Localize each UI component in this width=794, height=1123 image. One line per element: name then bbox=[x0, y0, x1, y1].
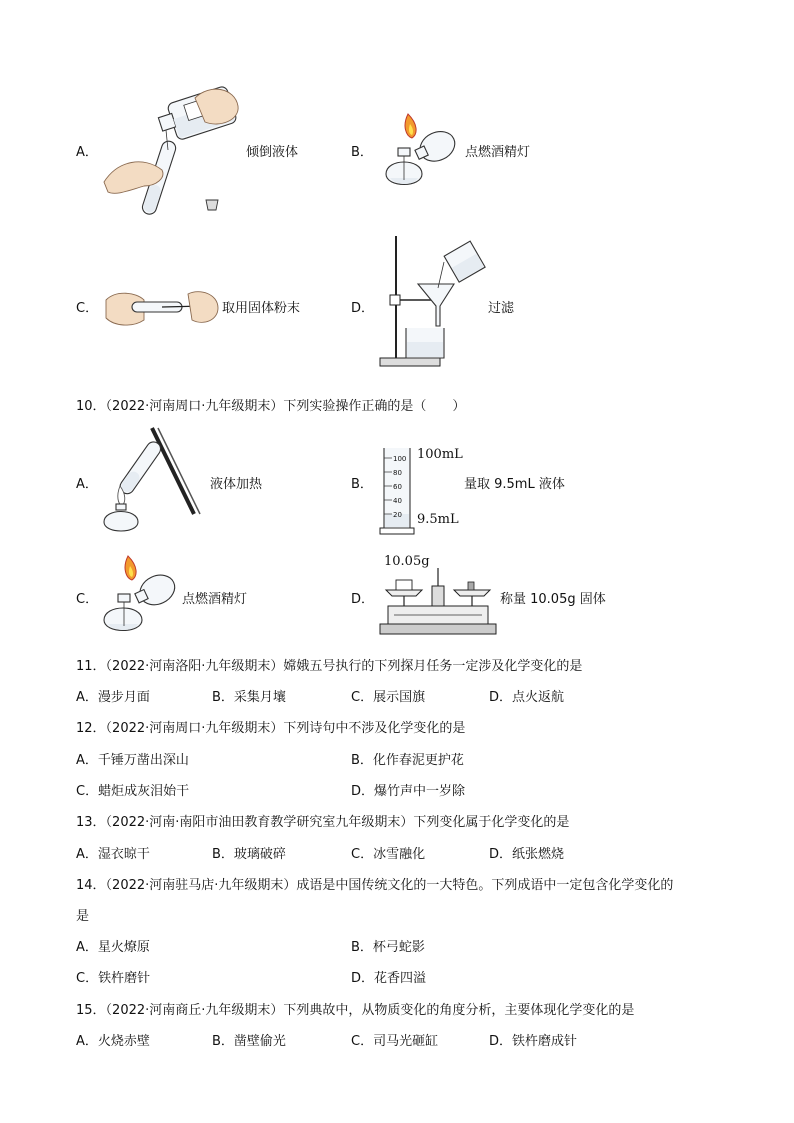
option-letter-b: B． bbox=[351, 145, 373, 160]
tick-label: 60 bbox=[393, 483, 402, 491]
option-d: D．爆竹声中一岁除 bbox=[351, 784, 466, 799]
option-d: D．纸张燃烧 bbox=[489, 847, 565, 862]
option-c: C．蜡炬成灰泪始干 bbox=[76, 784, 190, 799]
option-b: B．杯弓蛇影 bbox=[351, 940, 425, 955]
option-letter-a: A． bbox=[76, 145, 98, 160]
balance-mass-label: 10.05g bbox=[384, 554, 430, 569]
option-label-d: 称量 10.05g 固体 bbox=[500, 592, 606, 607]
question-13-stem: 13．（2022·河南·南阳市油田教育教学研究室九年级期末）下列变化属于化学变化的是 bbox=[76, 815, 570, 830]
option-d: D．花香四溢 bbox=[351, 971, 427, 986]
question-15-stem: 15．（2022·河南商丘·九年级期末）下列典故中，从物质变化的角度分析，主要体现化学变化的是 bbox=[76, 1003, 635, 1018]
option-label-c: 取用固体粉末 bbox=[222, 301, 301, 316]
question-14-stem: 14．（2022·河南驻马店·九年级期末）成语是中国传统文化的一大特色。下列成语中一定包含化学变化的 bbox=[76, 878, 674, 893]
tick-label: 20 bbox=[393, 511, 402, 519]
option-d: D．铁杵磨成针 bbox=[489, 1034, 578, 1049]
question-12-stem: 12．（2022·河南周口·九年级期末）下列诗句中不涉及化学变化的是 bbox=[76, 721, 466, 736]
option-c: C．司马光砸缸 bbox=[351, 1034, 439, 1049]
filtration-illustration bbox=[378, 232, 484, 368]
option-b: B．凿壁偷光 bbox=[212, 1034, 286, 1049]
cylinder-reading-label: 9.5mL bbox=[417, 512, 459, 527]
question-11-stem: 11．（2022·河南洛阳·九年级期末）嫦娥五号执行的下列探月任务一定涉及化学变化的是 bbox=[76, 659, 583, 674]
question-14-stem-continued: 是 bbox=[76, 909, 90, 924]
option-label-a: 倾倒液体 bbox=[246, 145, 299, 160]
question-10-stem: 10．（2022·河南周口·九年级期末）下列实验操作正确的是（ ） bbox=[76, 399, 466, 414]
option-label-b: 点燃酒精灯 bbox=[465, 145, 531, 160]
option-letter-d: D． bbox=[351, 592, 375, 607]
pour-liquid-illustration bbox=[100, 78, 240, 218]
tick-label: 80 bbox=[393, 469, 402, 477]
option-label-b: 量取 9.5mL 液体 bbox=[464, 477, 565, 492]
cylinder-tick-labels bbox=[393, 452, 406, 522]
balance-illustration bbox=[378, 566, 498, 636]
option-letter-c: C． bbox=[76, 592, 99, 607]
option-letter-a: A． bbox=[76, 477, 98, 492]
light-lamp-with-match-illustration bbox=[96, 552, 180, 642]
take-powder-illustration bbox=[104, 286, 220, 330]
tick-label: 40 bbox=[393, 497, 402, 505]
option-letter-d: D． bbox=[351, 301, 375, 316]
option-c: C．冰雪融化 bbox=[351, 847, 426, 862]
tick-label: 100 bbox=[393, 455, 407, 463]
option-c: C．铁杵磨针 bbox=[76, 971, 151, 986]
option-label-c: 点燃酒精灯 bbox=[182, 592, 248, 607]
option-a: A．千锤万凿出深山 bbox=[76, 753, 189, 768]
light-lamp-with-lamp-illustration bbox=[378, 104, 462, 196]
option-d: D．点火返航 bbox=[489, 690, 565, 705]
cylinder-capacity-label: 100mL bbox=[417, 447, 463, 462]
option-a: A．火烧赤壁 bbox=[76, 1034, 150, 1049]
option-letter-b: B． bbox=[351, 477, 373, 492]
option-label-d: 过滤 bbox=[488, 301, 515, 316]
option-b: B．采集月壤 bbox=[212, 690, 286, 705]
option-letter-c: C． bbox=[76, 301, 99, 316]
option-c: C．展示国旗 bbox=[351, 690, 426, 705]
option-a: A．漫步月面 bbox=[76, 690, 150, 705]
option-b: B．玻璃破碎 bbox=[212, 847, 286, 862]
option-label-a: 液体加热 bbox=[210, 477, 263, 492]
heat-liquid-illustration bbox=[96, 424, 202, 534]
option-b: B．化作春泥更护花 bbox=[351, 753, 464, 768]
option-a: A．星火燎原 bbox=[76, 940, 150, 955]
option-a: A．湿衣晾干 bbox=[76, 847, 150, 862]
